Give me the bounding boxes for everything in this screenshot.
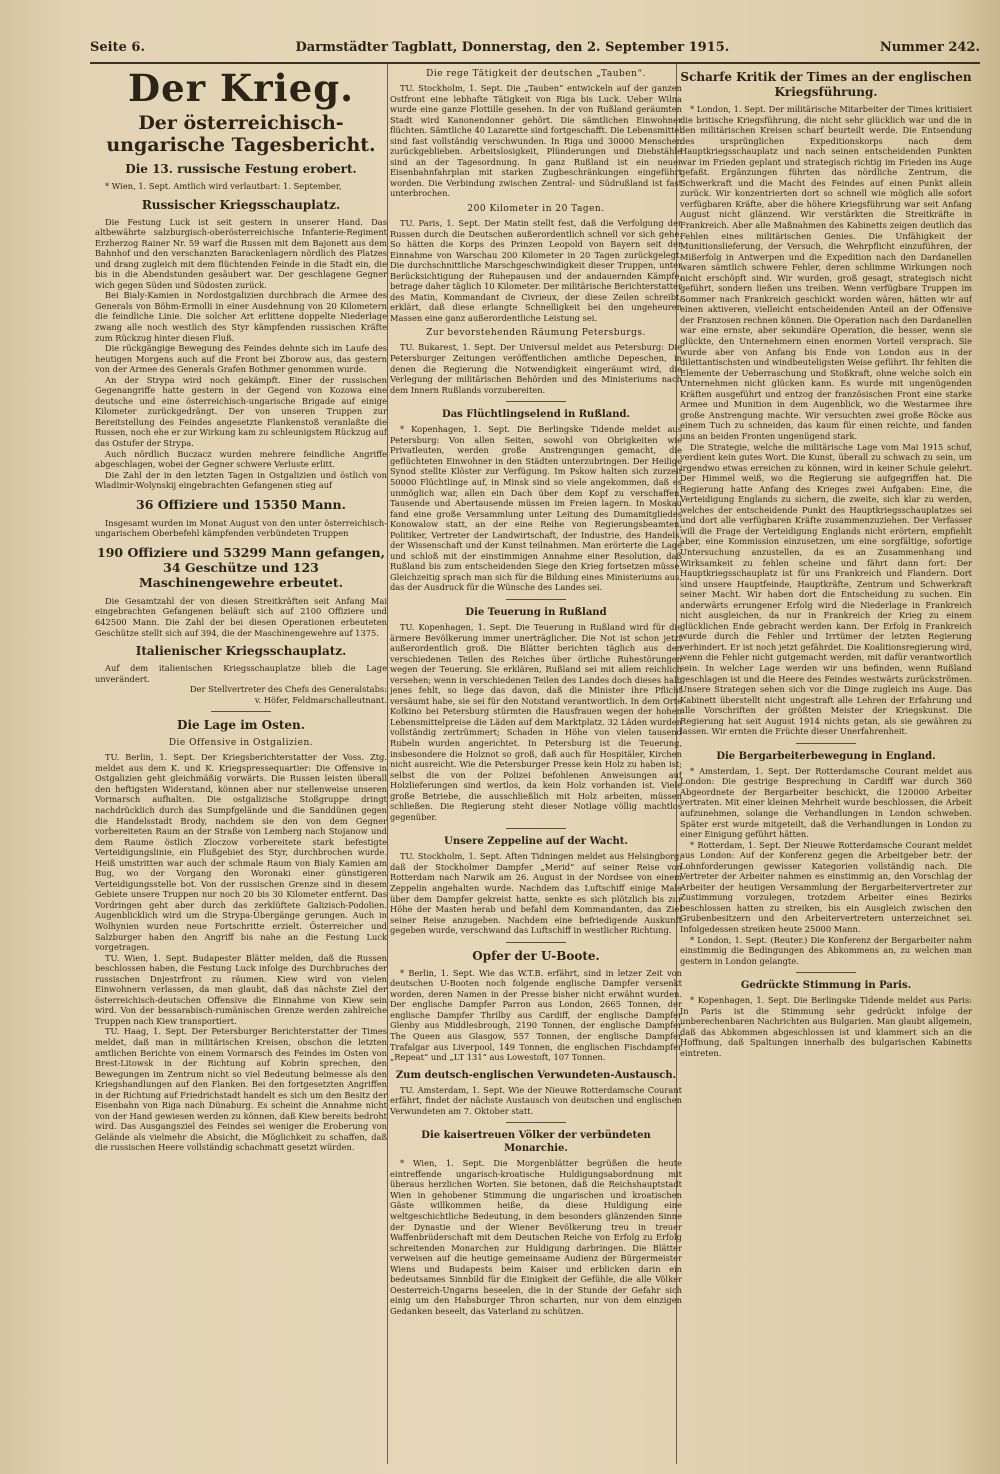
divider — [506, 1122, 566, 1123]
section-heading: Die Lage im Osten. — [177, 718, 305, 733]
article-kicker: Die 13. russische Festung erobert. — [125, 162, 357, 176]
subheading: Zur bevorstehenden Räumung Petersburgs. — [426, 328, 646, 339]
paragraph: * Berlin, 1. Sept. Wie das W.T.B. erfährt, sind in letzer Zeit von deutschen U-Booten noch folgende englische Dampfer versenkt worden, deren Namen in der Presse bisher nicht erwähnt wurden. Der englische Dampfer Parron aus London, 2665 Tonnen, der englische Dampfer Thrilby aus Cardiff, der englische Dampfer Glenby aus Middlesbrough, 2190 Tonnen, der englische Dampfer The Queen aus Glasgow, 557 Tonnen, der englische Dampfer Trafalgar aus Liverpool, 149 Tonnen, die englischen Fischdampfer „Repeat“ und „LT 131“ aus Lowestoft, 107 Tonnen. — [390, 967, 682, 1063]
column-2 — [390, 64, 682, 1464]
prisoner-count: 36 Offiziere und 15350 Mann. — [136, 496, 346, 512]
column-3 — [680, 64, 972, 1464]
signature-line: Der Stellvertreter des Chefs des Generalstabs: — [189, 684, 387, 695]
paragraph: Die Gesamtzahl der von diesen Streitkräften seit Anfang Mai eingebrachten Gefangenen beläuft sich auf 2100 Offiziere und 642500 Mann. Die Zahl der bei diesen Operationen erbeuteten Geschütze stellt sich auf 394, die der Maschinengewehre auf 1375. — [95, 595, 387, 638]
divider — [506, 401, 566, 402]
paragraph: Insgesamt wurden im Monat August von den unter österreichisch-ungarischem Oberbefehl kämpfenden verbündeten Truppen — [95, 517, 387, 539]
paragraph: Die rückgängige Bewegung des Feindes dehnte sich im Laufe des heutigen Morgens auch auf die Front bei Zborow aus, das gestern von der Armee des Generals Grafen Bothmer genommen wurde. — [95, 343, 387, 375]
section-heading: Die kaisertreuen Völker der verbündeten Monarchie. — [421, 1130, 651, 1155]
divider — [506, 599, 566, 600]
divider — [211, 711, 271, 712]
section-heading: Unsere Zeppeline auf der Wacht. — [444, 836, 628, 848]
section-heading: Gedrückte Stimmung in Paris. — [740, 980, 912, 992]
dateline: * Wien, 1. Sept. Amtlich wird verlautbart: 1. September, — [105, 181, 342, 191]
paragraph: Bei Bialy-Kamien in Nordostgalizien durchbrach die Armee des Generals von Böhm-Ermolli in einer Ausdehnung von 20 Kilometern die feindliche Linie. Die solcher Art erlittene doppelte Niederlage zwang alle noch westlich des Styr kämpfenden russischen Kräfte zum Rückzug hinter diesen Fluß. — [95, 290, 387, 343]
paragraph: Auf dem italienischen Kriegsschauplatze blieb die Lage unverändert. — [95, 663, 387, 684]
paragraph: An der Strypa wird noch gekämpft. Einer der russischen Gegenangriffe hatte gestern in der Gegend von Kozowa eine deutsche und eine österreichisch-ungarische Brigade auf einige Kilometer zurückgedrängt. Der von unseren Truppen zur Bereitstellung des Feindes angesetzte Flankenstoß veranlaßte die Russen, noch ehe er zur Wirkung kam zu schleunigstem Rückzug auf das Ostufer der Strypa. — [95, 374, 387, 449]
paragraph: TU. Stockholm, 1. Sept. Aften Tidningen meldet aus Helsingborg, daß der Stockholmer Dampfer „Merid“ auf seiner Reise von Rotterdam nach Narwik am 26. August in der Nordsee von einem Zeppelin angehalten wurde. Nachdem das Luftschiff einige Male über dem Dampfer gekreist hatte, senkte es sich plötzlich bis zur Höhe der Masten herab und befahl dem Kommandanten, das Ziel seiner Reise anzugeben. Nachdem eine befriedigende Auskunft gegeben wurde, verschwand das Luftschiff in westlicher Richtung. — [390, 851, 682, 936]
section-heading: Das Flüchtlingselend in Rußland. — [442, 409, 630, 421]
divider — [506, 828, 566, 829]
section-heading: Russischer Kriegsschauplatz. — [141, 197, 341, 212]
paragraph: * Rotterdam, 1. Sept. Der Nieuwe Rotterdamsche Courant meldet aus London: Auf der Konferenz gegen die Arbeitgeber betr. der Lohnforderungen gewisser Kategorien vollständig nach. Die Vertreter der Arbeiter nahmen es einstimmig an, den Vorschlag der Arbeiter der heutigen Versammlung der Bergarbeitervertreter zur Zustimmung vorzulegen, trotzdem Arbeiter eines Bezirks beschlossen hatten zu streiken, bis ein Ausgleich zwischen den Grubenbesitzern und den Arbeitervertretern unterzeichnet sei. Infolgedessen streiken heute 25000 Mann. — [680, 839, 972, 935]
paragraph: TU. Stockholm, 1. Sept. Die „Tauben“ entwickeln auf der ganzen Ostfront eine lebhafte Tätigkeit von Riga bis Luck. Ueber Wilna wurde eine ganze Flottille gesehen. In der von Rußland geräumten Stadt wird Kanonendonner gehört. Die sämtlichen Einwohner flüchten. Sämtliche 40 Lazarette sind fortgeschafft. Die Lebensmittel sind fast vollständig verschwunden. In Riga und 30000 Menschen zurückgeblieben. Arbeitslosigkeit, Plünderungen und Diebstähle sind an der Tagesordnung. In ganz Rußland ist ein neuer Eisenbahnfahrplan mit starken Zugbeschränkungen eingeführt worden. Die Verbindung zwischen Zentral- und Südrußland ist fast unterbrochen. — [390, 83, 682, 199]
paragraph: TU. Bukarest, 1. Sept. Der Universul meldet aus Petersburg: Die Petersburger Zeitungen veröffentlichen amtliche Depeschen, in denen die Regierung die Notwendigkeit eingeräumt wird, die Verlegung der militärischen Behörden und des Ministeriums nach dem Innern Rußlands vorzubereiten. — [390, 342, 682, 395]
paragraph: * Kopenhagen, 1. Sept. Die Berlingske Tidende meldet aus Petersburg: Von allen Seiten, sowohl von Obrigkeiten wie Privatleuten, werden große Anstrengungen gemacht, die geflüchteten Einwohner in den Städten unterzubringen. Der Heilige Synod stellte Klöster zur Verfügung. Im Pskow halten sich zurzeit 50000 Flüchtlinge auf, in Minsk sind so viele angekommen, daß es unmöglich war, allen ein Dach über dem Kopf zu verschaffen. Tausende und Abertausende müssen im Freien lagern. In Moskau fand eine große Versammlung unter Leitung des Dumamitgliedes Konowalow statt, an der eine Reihe von Regierungsbeamten, Politiker, Vertreter der Landwirtschaft, der Industrie, des Handels, der Wissenschaft und der Kunst teilnahmen. Man erörterte die Lage und schloß mit der einstimmigen Annahme einer Resolution, daß Rußland bis zum entscheidenden Siege den Krieg fortsetzen müsse. Gleichzeitig sprach man sich für die Bildung eines Ministeriums aus, das der Ausdruck für die Wünsche des Landes sei. — [390, 424, 682, 593]
subheading: Die rege Tätigkeit der deutschen „Tauben“. — [426, 69, 646, 79]
paragraph: * Kopenhagen, 1. Sept. Die Berlingske Tidende meldet aus Paris: In Paris ist die Stimmung sehr gedrückt infolge der unberechenbaren Nachrichten aus Bulgarien. Man glaubt allgemein, daß das Abkommen abgeschlossen ist und klammert sich an die Hoffnung, daß Spaltungen innerhalb des bulgarischen Kabinetts eintreten. — [680, 995, 972, 1058]
page-title: Der Krieg. — [127, 66, 354, 110]
paragraph: Die Strategie, welche die militärische Lage vom Mai 1915 schuf, verdient kein gutes Wort. Die Kunst, überall zu schwach zu sein, um irgendwo etwas erreichen zu können, wird in keiner Schule gelehrt. Der Himmel weiß, wo die Regierung sie aufgegriffen hat. Die Regierung hatte Anfang des Krieges zwei Aufgaben: Eine, die Verteidigung Englands zu sichern, die zweite, sich klar zu werden, welches der entscheidende Punkt des Hauptkriegsschauplatzes sei und dort alle verfügbaren Kräfte zusammenzuziehen. Der Verfasser will die Frage der Verteidigung Englands nicht erörtern, empfiehlt aber, eine Kommission einzusetzen, um eine sorgfältige, sofortige Untersuchung anzustellen, da es an Zusammenhang und Wirksamkeit zu fehlen scheine und fährt dann fort: Der Hauptkriegsschauplatz ist für uns Frankreich und Flandern. Dort sind unsere Hauptfeinde, Hauptkräfte, Zentrum und Schwerkraft seiner Macht. Wir haben dort die Entscheidung zu suchen. Ein anderwärts errungener Erfolg wird die Niederlage in Frankreich nicht ausgleichen, da nur in Frankreich der Krieg zu einem glücklichen Ende gebracht werden kann. Der Erfolg in Frankreich wurde durch die Fehler und Irrtümer der letzten Regierung verhindert. Er ist noch jetzt gefährdet. Die Koalitionsregierung wird, wenn die Fehler nicht gutgemacht werden, mit dafür verantwortlich sein. In welcher Lage werden wir uns befinden, wenn Rußland geschlagen ist und die Heere des Feindes westwärts zurückströmen. Unsere Strategen sehen sich vor die Dinge zugleich ins Auge. Das Kabinett überstellt nicht ungestraft alle Lehren der Erfahrung und alle Vorschriften der größten Meister der Kriegskunst. Die Regierung hat seit August 1914 nichts getan, als sie gewähren zu lassen. Wir ernten die Früchte dieser Unerfahrenheit. — [680, 441, 972, 737]
paragraph: TU. Berlin, 1. Sept. Der Kriegsberichterstatter der Voss. Ztg. meldet aus dem K. und K. Kriegspressequartier: Die Offensive in Ostgalizien geht gleichmäßig vorwärts. Die Russen leisten überall den heftigsten Widerstand, können aber nur stellenweise unseren Vormarsch aufhalten. Die ostgalizische Stoßgruppe dringt nachdrücklich durch das Sumpfgelände und die Sanddünen gegen die Handelsstadt Brody, nachdem sie den von dem Gegner vorbereiteten Raum an der Straße von Lemberg nach Stojanow und dem Raume östlich Zloczow vorbereitete stark befestigte Verteidigungslinie, ein Flußgebiet des Styr, durchbrochen wurde. Heiß umstritten war auch der schmale Raum von Bialy Kamien am Bug, wo der Vorgang den Woronaki einer günstigeren Verteidigungsstelle bot. Von der russischen Grenze sind in diesem Gebiete unsere Truppen nur noch 20 bis 30 Kilometer entfernt. Das Vordringen geht aber durch das zerklüftete Galizisch-Podolien. Augenblicklich wird um die Strypa-Übergänge gerungen. Auch in Wolhynien wurden neue Fortschritte erzielt. Österreicher und Salzburger haben den Angriff bis nahe an die Festung Luck vorgetragen. — [95, 752, 387, 953]
column-1 — [95, 64, 387, 1464]
paragraph: TU. Paris, 1. Sept. Der Matin stellt fest, daß die Verfolgung der Russen durch die Deutschen außerordentlich schnell vor sich gehe. So hätten die Korps des Prinzen Leopold von Bayern seit der Einnahme von Warschau 200 Kilometer in 20 Tagen zurückgelegt. Die durchschnittliche Marschgeschwindigkeit dieser Truppen, unter Berücksichtigung der Ruhepausen und der andauernden Kämpfe, betrage daher täglich 10 Kilometer. Der militärische Berichterstatter des Matin, Kommandant de Civrieux, der diese Zeilen schreibt, erklärt, daß diese erlangte Schnelligkeit bei den ungeheuren Massen eine ganz außerordentliche Leistung sei. — [390, 218, 682, 323]
subheading: Die Offensive in Ostgalizien. — [168, 738, 314, 749]
paragraph: TU. Kopenhagen, 1. Sept. Die Teuerung in Rußland wird für die ärmere Bevölkerung immer unerträglicher. Die Not ist schon jetzt außerordentlich groß. Die Blätter berichten täglich aus den verschiedenen Teilen des Reiches über örtliche Ruhestörungen wegen der Teuerung. Sie erklären, Rußland sei mit allem reichlich versehen; wenn in verschiedenen Teilen des Landes doch dieses halb jenes fehlt, so liege das davon, daß die Minister ihre Pflicht versäumt habe, sie sei für den Notstand verantwortlich. In dem Orte Kolkino bei Petersburg stürmten die Hausfrauen wegen der hohen Lebensmittelpreise die Läden auf dem Marktplatz. 32 Läden wurden vollständig zertrümmert; Schaden in Höhe von vielen tausend Rubeln wurden angerichtet. In Petersburg ist die Teuerung, insbesondere die Holznot so groß, daß auch für Hospitäler, Kirchen nicht ausreicht. Wie die Petersburger Presse kein Holz zu haben ist; selbst die von der Polizei befohlenen Anweisungen auf Holzlieferungen sind wertlos, da kein Holz vorhanden ist. Viele große Betriebe, die ausschließlich mit Holz arbeiten, müssen schließen. Die Regierung steht dieser Notlage völlig machtlos gegenüber. — [390, 621, 682, 822]
subheading: 200 Kilometer in 20 Tagen. — [467, 204, 605, 215]
page-number: Seite 6. — [90, 40, 145, 55]
paragraph: * London, 1. Sept. (Reuter.) Die Konferenz der Bergarbeiter nahm einstimmig die Bedingungen des Abkommens an, zu welchen man gestern in London gelangte. — [680, 934, 972, 966]
article-headline: Der österreichisch-ungarische Tagesbericht. — [106, 112, 376, 156]
prisoner-count: 190 Offiziere und 53299 Mann gefangen, 34 Geschütze und 123 Maschinengewehre erbeutet. — [97, 544, 385, 590]
section-heading: Scharfe Kritik der Times an der englischen Kriegsführung. — [680, 70, 972, 99]
paragraph: Die Festung Luck ist seit gestern in unserer Hand. Das altbewährte salzburgisch-oberösterreichische Infanterie-Regiment Erzherzog Rainer Nr. 59 warf die Russen mit dem Bajonett aus dem Bahnhof und den verschanzten Barackenlagern nördlich des Platzes und drang zugleich mit dem flüchtenden Feinde in die Stadt ein, die bis in die Abendstunden gesäubert war. Der geschlagene Gegner wich gegen Süden und Südosten zurück. — [95, 216, 387, 290]
divider — [796, 972, 856, 973]
paragraph: TU. Haag, 1. Sept. Der Petersburger Berichterstatter der Times meldet, daß man in militärischen Kreisen, obschon die letzten amtlichen Berichte von einem Vormarsch des Feindes im Osten von Brest-Litowsk in der Richtung auf Kobrin sprechen, den Bewegungen im Zentrum nicht so viel Bedeutung beimesse als den Kriegshandlungen auf den Flanken. Bei den fortgesetzten Angriffen in der Richtung auf Friedrichstadt handelt es sich um den Besitz der Eisenbahn von Riga nach Dünaburg. Es scheint die Annahme nicht von der Hand gewiesen werden zu können, daß Kiew bereits bedroht wird. Das Ausgangsziel des Feindes sei weniger die Eroberung von Gelände als vielmehr die Absicht, die Möglichkeit zu schaffen, daß die russischen Heere vollständig schachmatt gesetzt würden. — [95, 1026, 387, 1153]
section-heading: Opfer der U-Boote. — [472, 948, 600, 963]
paragraph: Die Zahl der in den letzten Tagen in Ostgalizien und östlich von Wladimir-Wolynskij eingebrachten Gefangenen stieg auf — [95, 469, 387, 491]
signature-line: v. Höfer, Feldmarschalleutnant. — [254, 694, 387, 705]
masthead — [90, 40, 980, 64]
paragraph: TU. Amsterdam, 1. Sept. Wie der Nieuwe Rotterdamsche Courant erfährt, findet der nächste Austausch von deutschen und englischen Verwundeten am 7. Oktober statt. — [390, 1084, 682, 1116]
section-heading: Die Bergarbeiterbewegung in England. — [716, 750, 936, 762]
divider — [796, 743, 856, 744]
column-rule — [387, 64, 388, 1464]
paragraph: * London, 1. Sept. Der militärische Mitarbeiter der Times kritisiert die britische Kriegsführung, die nicht sehr glücklich war und die in den militärischen Kreisen scharf beurteilt werde. Die Entsendung des ursprünglichen Expeditionskorps nach dem Hauptkriegsschauplatz und nach seinen entscheidenden Punkten war im Frieden geplant und strategisch richtig im Frieden ins Auge gefaßt. Ergänzungen führten das nördliche Zentrum, die Schwerkraft und die Macht des Feindes auf einen Punkt allein zurück. Wir konzentrierten dort so schnell wie möglich alle sofort verfügbaren Kräfte, aber die höhere Kriegsführung war seit Anfang August nicht glänzend. Wir verstärkten die Streitkräfte in Frankreich. Aber alle Maßnahmen des Kabinetts zeigen deutlich das Fehlen eines militärischen Genies. Die Unfähigkeit der Munitionslieferung, der Versuch, die Wehrpflicht einzuführen, der Mißerfolg in Antwerpen und die Expedition nach den Dardanellen waren sämtlich schwere Fehler, deren schlimme Wirkungen noch nicht erschöpft sind. Wir wurden, groß gesagt, strategisch nicht geführt, sondern ließen uns treiben. Wenn verfügbare Truppen im Sommer nach Frankreich geschickt worden wären, hätten wir auf einen aktiveren, vielleicht entscheidenden Anteil an der Offensive der Franzosen rechnen können. Die Operation nach den Dardanellen war eine ernste, aber sekundäre Operation, die besser, wenn sie glückte, den Unternehmern einen enormen Vorteil versprach. Sie wurde aber von Anfang bis Ende von London aus in der dilettantischsten und windbeuteligsten Weise geführt. Ihr fehlten die Elemente der Ueberraschung und Stoßkraft, ohne welche solch ein Unternehmen nicht glücken kann. Es wurde mit ungenügenden Kräften ausgeführt und entzog der französischen Front eine starke Armee und Munition in dem Augenblick, wo die Westarmee ihre große Anstrengung machte. Wir versuchten zwei große Röcke aus einem Tuch zu schneiden, das kaum für einen reichte, und fanden uns an beiden Fronten ungenügend stark. — [680, 104, 972, 441]
paragraph: Auch nördlich Buczacz wurden mehrere feindliche Angriffe abgeschlagen, wobei der Gegner schwere Verluste erlitt. — [95, 448, 387, 470]
masthead-title: Darmstädter Tagblatt, Donnerstag, den 2. September 1915. — [295, 40, 730, 55]
section-heading: Zum deutsch-englischen Verwundeten-Austausch. — [395, 1069, 677, 1081]
divider — [506, 942, 566, 943]
section-heading: Die Teuerung in Rußland — [465, 606, 607, 618]
paragraph: * Amsterdam, 1. Sept. Der Rotterdamsche Courant meldet aus London: Die gestrige Besprechung in Cardiff war durch 360 Abgeordnete der Bergarbeiter beschickt, die 120000 Arbeiter vertraten. Mit einer kleinen Mehrheit wurde beschlossen, die Arbeit aufzunehmen, solange die Verhandlungen in London schweben. Später erst wurde mitgeteilt, daß die Verhandlungen in London zu einer Einigung geführt hätten. — [680, 765, 972, 840]
section-heading: Italienischer Kriegsschauplatz. — [135, 644, 347, 659]
issue-number: Nummer 242. — [879, 40, 980, 55]
paragraph: * Wien, 1. Sept. Die Morgenblätter begrüßen die heute eintreffende ungarisch-kroatische Huldigungsabordnung mit überaus herzlichen Worten. Sie betonen, daß die Reichshauptstadt Wien in gehobener Stimmung die ungarischen und kroatischen Gäste willkommen heiße, da diese Huldigung eine weltgeschichtliche Bedeutung, in dem besonders glänzenden Sinne der Dynastie und der Wiener Bevölkerung treu in treuer Waffenbrüderschaft mit dem Deutschen Reiche von Erfolg zu Erfolg schreitenden Monarchen zur Huldigung darbringen. Die Blätter verweisen auf die heutige gemeinsame Audienz der Bürgermeister Wiens und Budapests beim Kaiser und erblicken darin ein bedeutsames Sinnbild für die Einigkeit der Gefühle, die alle Völker Oesterreich-Ungarns beseelen, die in der Stunde der Gefahr sich einig um den Habsburger Thron scharten, nur von dem einzigen Gedanken beseelt, das Vaterland zu schützen. — [390, 1158, 682, 1316]
paragraph: TU. Wien, 1. Sept. Budapester Blätter melden, daß die Russen beschlossen haben, die Festung Luck infolge des Durchbruches der russischen Dnjestrfront zu räumen. Kiew wird von vielen Einwohnern verlassen, da man glaubt, daß das nächste Ziel der österreichisch-deutschen Offensive die Einnahme von Kiew sein wird. Von der bessarabisch-rumänischen Grenze werden zahlreiche Truppen nach Kiew transportiert. — [95, 952, 387, 1026]
